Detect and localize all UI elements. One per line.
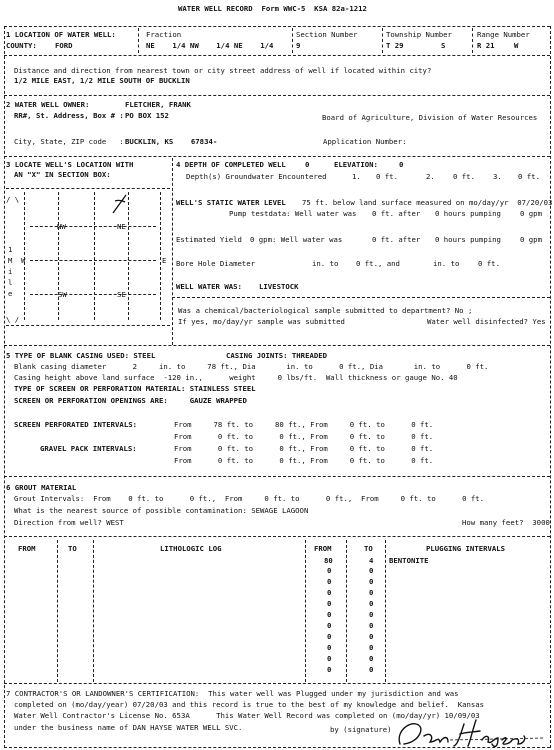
groundwater-label: Depth(s) Groundwater Encountered (186, 172, 327, 181)
distance-answer: 1/2 MILE EAST, 1/2 MILE SOUTH OF BUCKLIN (14, 76, 190, 85)
screen-openings: SCREEN OR PERFORATION OPENINGS ARE: GAUZE WRAPPED (14, 396, 247, 405)
static-label: WELL'S STATIC WATER LEVEL (176, 198, 286, 207)
fraction-label: Fraction (146, 30, 182, 39)
log-from-value: 0 (327, 654, 332, 663)
plug-to-header: TO (364, 544, 373, 553)
rule (4, 156, 550, 157)
gw2: 2. (426, 172, 435, 181)
bore-text: in. to (433, 259, 460, 268)
interval-row: From 0 ft. to 0 ft., From 0 ft. to 0 ft. (174, 444, 434, 453)
city-value: BUCKLIN, KS 67834- (125, 137, 218, 146)
use-label: WELL WATER WAS: (176, 282, 242, 291)
interval-row: From 78 ft. to 80 ft., From 0 ft. to 0 ft. (174, 420, 434, 429)
plugging-header: PLUGGING INTERVALS (426, 544, 506, 553)
interval-row: From 0 ft. to 0 ft., From 0 ft. to 0 ft. (174, 456, 434, 465)
board-text: Board of Agriculture, Division of Water Resources (322, 113, 538, 122)
screen-intervals-label: SCREEN PERFORATED INTERVALS: (14, 420, 138, 429)
cert-line: 7 CONTRACTOR'S OR LANDOWNER'S CERTIFICATION: This water well was Plugged under my jurisdiction and was (6, 689, 459, 698)
grout-line: Grout Intervals: From 0 ft. to 0 ft., From 0 ft. to 0 ft., From 0 ft. to 0 ft. (14, 494, 485, 503)
screen-type: TYPE OF SCREEN OR PERFORATION MATERIAL: STAINLESS STEEL (14, 384, 256, 393)
compass-w: W (21, 256, 26, 265)
range-label: Range Number (477, 30, 530, 39)
gw2-value: 0 ft. (453, 172, 475, 181)
elevation-value: 0 (399, 160, 404, 169)
rule (4, 95, 550, 96)
log-from-value: 0 (327, 577, 332, 586)
section3-divider (172, 158, 173, 345)
form-title: WATER WELL RECORD Form WWC-5 KSA 82a-1212 (178, 4, 367, 13)
border-left (4, 26, 5, 748)
pump-hours: 0 hours pumping (435, 209, 501, 218)
section-number-label: Section Number (296, 30, 358, 39)
log-to-value: 0 (369, 610, 374, 619)
range-dir: W (514, 41, 519, 50)
disinfected-question: Water well disinfected? Yes (427, 317, 546, 326)
box-label: AN "X" IN SECTION BOX: (14, 170, 111, 179)
direction-line: Direction from well? WEST (14, 518, 124, 527)
bore-text: 0 ft., and (356, 259, 400, 268)
section-number-value: 9 (296, 41, 301, 50)
bore-text: 0 ft. (478, 259, 500, 268)
log-to-header: TO (68, 544, 77, 553)
log-from-value: 0 (327, 643, 332, 652)
rule (4, 55, 550, 56)
yield-after: 0 ft. after (372, 235, 421, 244)
log-divider (305, 540, 306, 682)
log-to-value: 0 (369, 588, 374, 597)
plug-material: BENTONITE (389, 556, 429, 565)
grid-row (30, 226, 156, 227)
yield-text: 0 gpm: Well water was (250, 235, 343, 244)
interval-row: From 0 ft. to 0 ft., From 0 ft. to 0 ft. (174, 432, 434, 441)
log-from-header: FROM (18, 544, 36, 553)
grid-col (94, 192, 95, 320)
border-bottom (4, 747, 550, 748)
cert-line: Water Well Contractor's License No. 653A This Water Well Record was completed on (mo/day/yr) 10/09/03 (14, 711, 480, 720)
log-divider (57, 540, 58, 682)
border-top (4, 26, 550, 27)
casing-label: 5 TYPE OF BLANK CASING USED: STEEL (6, 351, 156, 360)
bore-label: Bore Hole Diameter (176, 259, 256, 268)
mile-label: 1 M i l e (8, 245, 13, 298)
log-to-value: 0 (369, 621, 374, 630)
grid-row (30, 260, 156, 261)
signature (394, 714, 554, 748)
gw3: 3. (493, 172, 502, 181)
sample-question: If yes, mo/day/yr sample was submitted (178, 317, 345, 326)
distance-question: Distance and direction from nearest town or city street address of well if located within city? (14, 66, 432, 75)
log-to-value: 0 (369, 643, 374, 652)
gravel-intervals-label: GRAVEL PACK INTERVALS: (40, 444, 137, 453)
log-from-value: 0 (327, 665, 332, 674)
chem-question: Was a chemical/bacteriological sample submitted to department? No ; (178, 306, 473, 315)
lithologic-header: LITHOLOGIC LOG (160, 544, 222, 553)
height-line: Casing height above land surface -120 in., weight 0 lbs/ft. Wall thickness or gauge No. 40 (14, 373, 458, 382)
plug-from-header: FROM (314, 544, 332, 553)
rule (4, 345, 550, 346)
log-from-value: 0 (327, 621, 332, 630)
grid-right (160, 192, 161, 320)
divider (382, 28, 383, 53)
application-label: Application Number: (323, 137, 407, 146)
elevation-label: ELEVATION: (334, 160, 378, 169)
rule (4, 476, 550, 477)
compass-ne: NE (117, 222, 126, 231)
compass-sw: SW (58, 290, 67, 299)
bore-text: in. to (312, 259, 339, 268)
depth-value: 0 (305, 160, 310, 169)
rule (172, 297, 550, 298)
rule (4, 536, 550, 537)
yield-gpm: 0 gpm (520, 235, 542, 244)
rule (4, 683, 550, 684)
static-text: 75 ft. below land surface measured on mo/day/yr 07/20/03 (302, 198, 553, 207)
log-to-value: 0 (369, 599, 374, 608)
divider (472, 28, 473, 53)
pump-label: Pump testdata: Well water was (229, 209, 357, 218)
address-label: RR#, St. Address, Box # : (14, 111, 124, 120)
cert-line: completed on (mo/day/year) 07/20/03 and this record is true to the best of my knowledge and belief. Kansas (14, 700, 485, 709)
x-mark (110, 193, 130, 217)
township-label: Township Number (386, 30, 452, 39)
compass-nw: NW (57, 222, 66, 231)
compass-se: SE (117, 290, 126, 299)
address-value: PO BOX 152 (125, 111, 169, 120)
pump-gpm: 0 gpm (520, 209, 542, 218)
log-from-value: 0 (327, 588, 332, 597)
city-label: City, State, ZIP code : (14, 137, 124, 146)
pump-after: 0 ft. after (372, 209, 421, 218)
log-to-value: 0 (369, 654, 374, 663)
use-value: LIVESTOCK (259, 282, 299, 291)
locate-label: 3 LOCATE WELL'S LOCATION WITH (6, 160, 134, 169)
signature-label: by (signature) (330, 725, 392, 734)
log-divider (385, 540, 386, 682)
log-divider (93, 540, 94, 682)
depth-label: 4 DEPTH OF COMPLETED WELL (176, 160, 286, 169)
slash-top: / \ (6, 195, 20, 204)
county-label: COUNTY: (6, 41, 37, 50)
township-value: T 29 (386, 41, 404, 50)
fraction-value: NE 1/4 NW 1/4 NE 1/4 (146, 41, 274, 50)
log-to-value: 0 (369, 665, 374, 674)
yield-hours: 0 hours pumping (435, 235, 501, 244)
log-to-value: 4 (369, 556, 374, 565)
owner-value: FLETCHER, FRANK (125, 100, 191, 109)
range-value: R 21 (477, 41, 495, 50)
slash-bottom: \ / (6, 315, 20, 324)
gw3-value: 0 ft. (518, 172, 540, 181)
gw1: 1. (352, 172, 361, 181)
owner-label: 2 WATER WELL OWNER: (6, 100, 90, 109)
grid-col (58, 192, 59, 320)
divider (292, 28, 293, 53)
yield-label: Estimated Yield (176, 235, 242, 244)
log-from-value: 0 (327, 610, 332, 619)
border-right (550, 26, 551, 748)
grout-label: 6 GROUT MATERIAL (6, 483, 77, 492)
grid-row (30, 294, 156, 295)
diameter-line: Blank casing diameter 2 in. to 78 ft., Dia in. to 0 ft., Dia in. to 0 ft. (14, 362, 489, 371)
log-to-value: 0 (369, 577, 374, 586)
log-from-value: 80 (324, 556, 333, 565)
log-to-value: 0 (369, 632, 374, 641)
cert-line: under the business name of DAN HAYSE WATER WELL SVC. (14, 723, 243, 732)
contamination-line: What is the nearest source of possible contamination: SEWAGE LAGOON (14, 506, 309, 515)
log-divider (346, 540, 347, 682)
township-dir: S (441, 41, 446, 50)
log-to-value: 0 (369, 566, 374, 575)
joints-label: CASING JOINTS: THREADED (226, 351, 328, 360)
divider (138, 28, 139, 53)
grid-top (6, 188, 170, 189)
grid-bottom (6, 325, 170, 326)
county-value: FORD (55, 41, 73, 50)
log-from-value: 0 (327, 599, 332, 608)
feet-line: How many feet? 3000 (462, 518, 550, 527)
location-label: 1 LOCATION OF WATER WELL: (6, 30, 116, 39)
gw1-value: 0 ft. (376, 172, 398, 181)
log-from-value: 0 (327, 566, 332, 575)
log-from-value: 0 (327, 632, 332, 641)
compass-e: E (162, 256, 167, 265)
